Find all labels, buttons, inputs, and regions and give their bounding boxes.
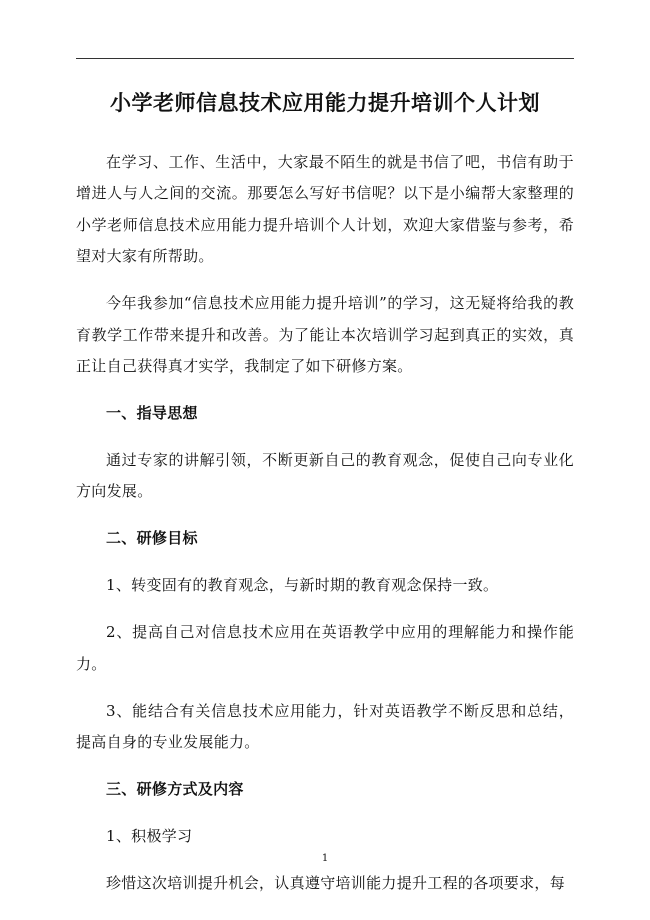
page-number: 1 xyxy=(321,853,329,864)
section-heading-guiding-thought: 一、指导思想 xyxy=(106,404,198,423)
paragraph-training-intro: 今年我参加“信息技术应用能力提升培训”的学习，这无疑将给我的教育教学工作带来提升和改善。为了能让本次培训学习起到真正的实效，真正让自己获得真才实学，我制定了如下研修方案。 xyxy=(76,294,574,376)
goal-item-3: 3、能结合有关信息技术应用能力，针对英语教学不断反思和总结，提高自身的专业发展能力。 xyxy=(76,701,574,752)
section-heading-goals: 二、研修目标 xyxy=(106,529,198,548)
section-heading-methods: 三、研修方式及内容 xyxy=(106,780,244,799)
document-body xyxy=(76,147,574,915)
goal-item-1: 1、转变固有的教育观念，与新时期的教育观念保持一致。 xyxy=(106,576,499,595)
paragraph-active-learning: 珍惜这次培训提升机会，认真遵守培训能力提升工程的各项要求，每 xyxy=(106,874,566,893)
intro-paragraph: 在学习、工作、生活中，大家最不陌生的就是书信了吧，书信有助于增进人与人之间的交流。那要怎么写好书信呢？以下是小编帮大家整理的小学老师信息技术应用能力提升培训个人计划，欢迎大家借鉴与参考，希望对大家有所帮助。 xyxy=(76,153,574,266)
header-rule xyxy=(76,58,574,59)
subsection-active-learning: 1、积极学习 xyxy=(106,827,193,846)
document-title: 小学老师信息技术应用能力提升培训个人计划 xyxy=(110,91,540,115)
goal-item-2: 2、提高自己对信息技术应用在英语教学中应用的理解能力和操作能力。 xyxy=(76,623,574,673)
paragraph-guiding-thought: 通过专家的讲解引领，不断更新自己的教育观念，促使自己向专业化方向发展。 xyxy=(76,451,574,501)
